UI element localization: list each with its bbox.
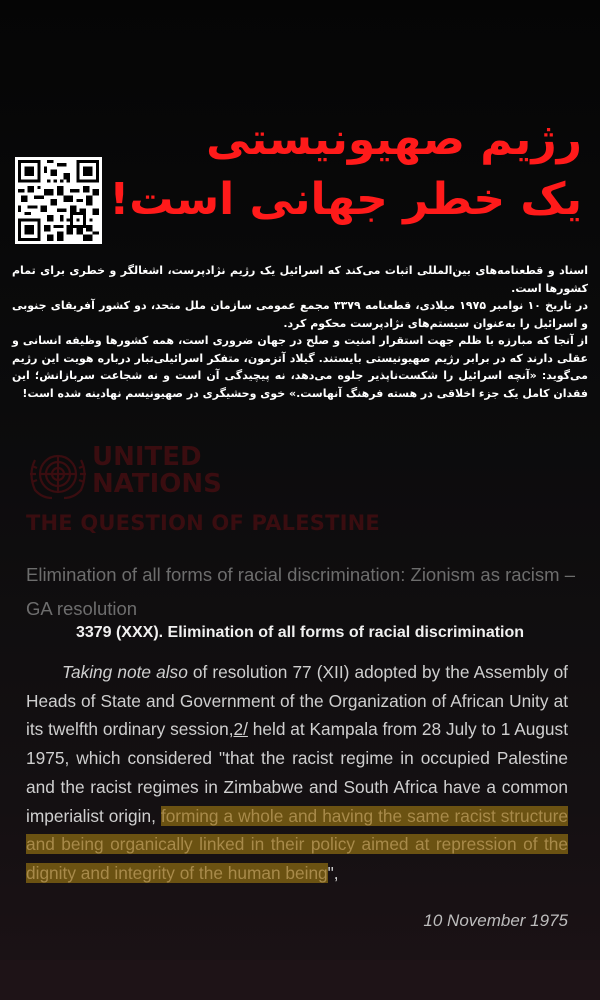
un-line-2: NATIONS bbox=[92, 469, 222, 499]
un-wordmark bbox=[92, 444, 222, 498]
para-text-end: ", bbox=[327, 862, 339, 883]
footnote-link[interactable]: 2/ bbox=[233, 719, 248, 740]
un-emblem-icon bbox=[26, 448, 90, 500]
qr-code-icon bbox=[18, 160, 99, 241]
un-subtitle: THE QUESTION OF PALESTINE bbox=[26, 511, 380, 535]
highlighted-text: forming a whole and having the same racist structure and being organically linked in their policy aimed at repression of the dignity and integrity of the human being bbox=[26, 805, 568, 883]
farsi-body bbox=[12, 262, 588, 402]
farsi-paragraph-1: اسناد و قطعنامه‌های بین‌المللی اثبات می‌کند که اسرائیل یک رژیم نژادپرست، اشغالگر و خطری برای تمام کشورها است. bbox=[12, 264, 588, 295]
bottom-band bbox=[0, 960, 600, 1000]
farsi-paragraph-3: از آنجا که مبارزه با ظلم جهت استقرار امنیت و صلح در جهان ضروری است، همه کشورها وظیفه انسانی و عقلی دارند که در برابر رژیم صهیونیستی بایستند. گیلاد آتزمون، متفکر اسرائیلی‌تبار درباره هویت این رژیم می‌گوید: «آنچه اسرائیل را شکست‌ناپذیر جلوه می‌دهد، نه پیچیدگی آن است و نه شجاعت سربازانش؛ این فقدان کامل یک جزء اخلاقی در هسته فرهنگ آنهاست.» خوی وحشیگری در صهیونیسم نهادینه شده است! bbox=[12, 334, 588, 400]
un-line-1: UNITED bbox=[92, 442, 202, 472]
title-line-2: یک خطر جهانی است! bbox=[109, 174, 582, 225]
qr-code bbox=[15, 157, 102, 244]
document-title: Elimination of all forms of racial discrimination: Zionism as racism – GA resolution bbox=[26, 564, 576, 619]
title-line-1: رژیم صهیونیستی bbox=[206, 114, 582, 165]
farsi-paragraph-2: در تاریخ ۱۰ نوامبر ۱۹۷۵ میلادی، قطعنامه ۳۳۷۹ مجمع عمومی سازمان ملل متحد، دو کشور آفریقای جنوبی و اسرائیل را به‌عنوان سیستم‌های نژادپرست محکوم کرد. bbox=[12, 299, 588, 330]
para-text-2: held at Kampala from 28 July to 1 August 1975, which considered "that the racist regime in occupied Palestine and the racist regimes in Zimbabwe and South Africa have a common imperialist origin, bbox=[26, 719, 568, 826]
resolution-paragraph bbox=[26, 658, 568, 888]
resolution-heading: 3379 (XXX). Elimination of all forms of racial discrimination bbox=[75, 624, 525, 641]
para-text-1: of resolution 77 (XII) adopted by the Assembly of Heads of State and Government of the Organization of African Unity at its twelfth ordinary session, bbox=[26, 662, 568, 740]
poster-title bbox=[109, 110, 582, 230]
para-italic-lead: Taking note also bbox=[62, 662, 188, 682]
resolution-date: 10 November 1975 bbox=[423, 911, 568, 930]
